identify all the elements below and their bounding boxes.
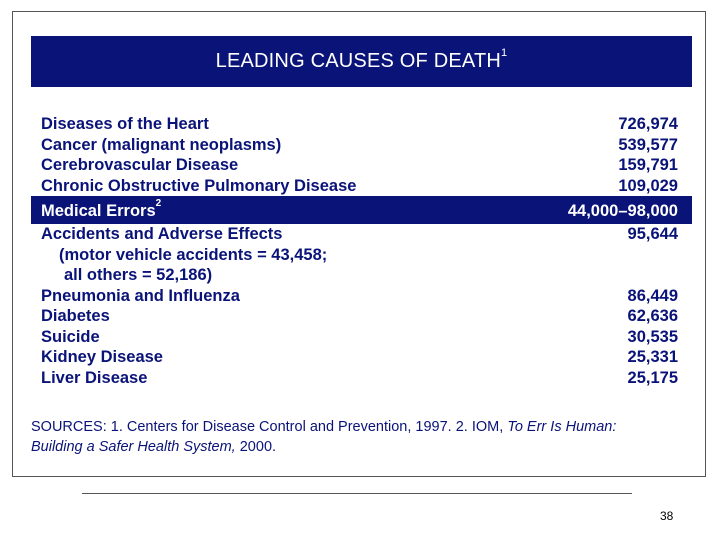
cause-label: Liver Disease — [41, 368, 148, 387]
cause-label: Diseases of the Heart — [41, 115, 209, 133]
table-row — [31, 327, 692, 348]
sources-prefix: SOURCES: 1. Centers for Disease Control and Prevention, 1997. 2. IOM, — [31, 419, 508, 435]
table-row — [31, 306, 692, 327]
death-count: 30,535 — [627, 327, 678, 346]
table-row — [31, 135, 692, 156]
footer-divider — [82, 493, 632, 494]
death-count: 726,974 — [618, 115, 678, 133]
table-row — [31, 224, 692, 245]
cause-label: Cerebrovascular Disease — [41, 156, 239, 174]
cause-label: Cancer (malignant neoplasms) — [41, 135, 282, 154]
table-row — [31, 347, 692, 368]
causes-table — [31, 114, 692, 388]
table-row-subnote — [31, 265, 692, 286]
title-footnote: 1 — [501, 47, 508, 59]
slide-title: LEADING CAUSES OF DEATH — [215, 50, 502, 72]
page-number: 38 — [660, 509, 674, 523]
cause-label-text: Medical Errors — [41, 202, 156, 220]
cause-sublabel: (motor vehicle accidents = 43,458; — [59, 245, 328, 264]
death-count: 86,449 — [627, 286, 678, 305]
table-row — [31, 176, 692, 197]
sources-note — [31, 417, 671, 457]
table-row — [31, 155, 692, 176]
sources-italic-title: To Err Is Human: Building a Safer Health System, — [31, 419, 617, 455]
death-count: 62,636 — [627, 307, 678, 325]
cause-label: Chronic Obstructive Pulmonary Disease — [41, 176, 357, 195]
cause-sublabel: all others = 52,186) — [64, 266, 213, 284]
death-count: 44,000–98,000 — [567, 202, 678, 220]
table-row — [31, 114, 692, 135]
cause-label-highlighted — [41, 196, 161, 226]
death-count: 25,175 — [627, 368, 678, 387]
death-count: 95,644 — [627, 225, 678, 243]
highlighted-row-medical-errors — [31, 196, 692, 224]
death-count: 25,331 — [627, 348, 678, 366]
death-count: 109,029 — [618, 176, 678, 195]
cause-label: Suicide — [41, 327, 100, 346]
row-footnote: 2 — [155, 198, 162, 209]
sources-suffix: 2000. — [235, 439, 277, 455]
title-banner — [31, 36, 692, 87]
cause-label: Diabetes — [41, 307, 110, 325]
table-row-subnote — [31, 245, 692, 266]
cause-label: Kidney Disease — [41, 348, 163, 366]
death-count: 539,577 — [618, 135, 678, 154]
table-row — [31, 368, 692, 389]
table-row — [31, 286, 692, 307]
cause-label: Accidents and Adverse Effects — [41, 225, 283, 243]
death-count: 159,791 — [618, 156, 678, 174]
cause-label: Pneumonia and Influenza — [41, 286, 240, 305]
